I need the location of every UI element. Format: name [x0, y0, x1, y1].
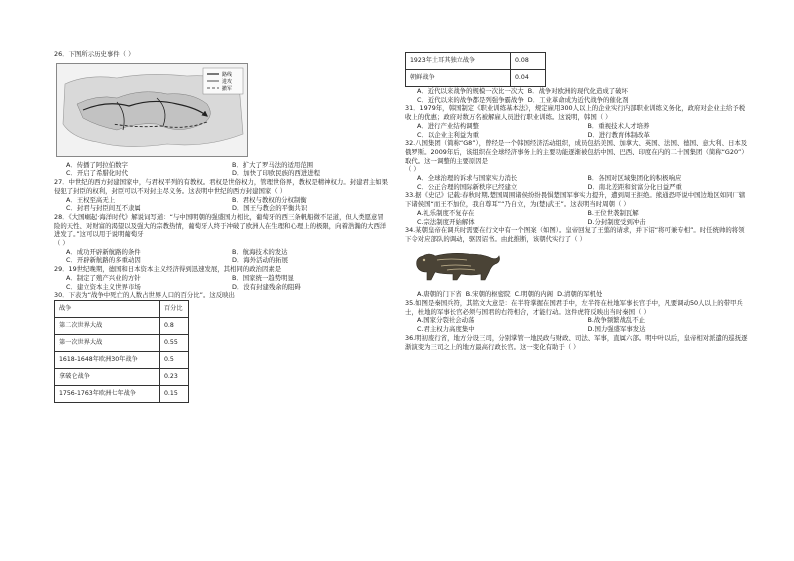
- q27-option-b[interactable]: B．君权与教权的分权制衡: [232, 195, 307, 204]
- q35-option-d[interactable]: D.国力强盛军事发达: [587, 325, 646, 334]
- table-header-row: [55, 300, 189, 317]
- q26-stem: 26．下图所示历史事件（ ）: [54, 50, 135, 58]
- q32-option-c[interactable]: C．公正合理的国际新秩序已经建立: [417, 182, 518, 191]
- table-cell-percent: 0.15: [160, 385, 189, 402]
- table-cell-war: 1923年土耳其独立战争: [406, 53, 511, 70]
- q33-option-a[interactable]: A.礼乐制度不复存在: [417, 208, 475, 217]
- q34-option-a[interactable]: A.唐朝的门下省: [417, 290, 462, 299]
- q34-options: [417, 290, 750, 299]
- q28-blank: （ ）: [54, 239, 69, 248]
- q29-option-d[interactable]: D．没有封建残余的阻碍: [232, 282, 301, 291]
- q28-option-c[interactable]: C．开辟新航路的多重动因: [66, 256, 141, 265]
- table-cell-percent: 0.8: [160, 317, 189, 334]
- table-header-percent: 百分比: [160, 300, 189, 317]
- q29-stem: 29．19世纪晚期，德国和日本资本主义经济得到迅速发展，其相同的政治因素是: [54, 265, 282, 274]
- war-casualty-table-continued: [405, 52, 546, 87]
- table-row: [55, 351, 189, 368]
- q34-option-c[interactable]: C.明朝的内阁: [514, 290, 554, 299]
- q26-options: [66, 161, 390, 178]
- tiger-tally-image: [411, 246, 503, 284]
- war-casualty-table: [54, 300, 189, 403]
- q28-stem: 28．《大国崛起·海洋时代》解说词写道：“与中国明朝的强盛国力相比，葡萄牙的西三条帆船微不足道，但人类愿意冒险的天性、对财富的渴望以及强大的宗教热情，葡萄牙人终于冲破了欧洲人在生理和心理上的极限，向着浩瀚的大西洋进发了。”这可以用于说明葡萄牙: [54, 212, 387, 239]
- q31-options: [417, 122, 750, 139]
- q30-option-ab: [417, 87, 750, 96]
- q30-option-b[interactable]: B．战争对欧洲的现代化造成了破坏: [527, 87, 628, 95]
- legend-label-1: 进攻: [222, 78, 233, 85]
- q35-option-b[interactable]: B.战争频繁战乱不止: [587, 316, 646, 325]
- q26-option-c[interactable]: C．开启了希腊化时代: [66, 169, 128, 178]
- q32-stem: 32.八国集团（简称“G8”），曾经是一个韩国经济活动组织，成员包括美国、加拿大、英国、法国、德国、意大利、日本及俄罗斯。2009年后，该组织在全球经济事务上的主要功能逐渐被包括中国、巴西、印度在内的二十国集团（简称“G20”）取代。这一调整的主要原因是: [405, 139, 748, 165]
- q30-option-d[interactable]: D．工业革命成为近代战争的催化剂: [527, 95, 629, 104]
- q29-option-a[interactable]: A．制定了殖产兴业的方针: [66, 273, 141, 282]
- table-row: [55, 317, 189, 334]
- table-cell-war: 1618-1648年欧洲30年战争: [55, 351, 160, 368]
- q28-option-a[interactable]: A．成功开辟新航路的条件: [66, 247, 141, 256]
- q32-blank: （ ）: [405, 165, 420, 174]
- q31-option-d[interactable]: D．进行教育体制改革: [587, 130, 650, 139]
- q34-stem: 34.某朝皇帝在调兵时需要在行文中有一个图案（如图）。皇帝回复了王翦的请求，并下诏“将可兼专相”。时任统帅的将领下令对应部队的调动，驱因诏书。由此推断，该朝代实行了（ ）: [405, 226, 745, 243]
- table-cell-war: 1756-1763年欧洲七年战争: [55, 385, 160, 402]
- q27-stem: 27．中世纪的西方封建国家中，与君权平列的有教权。君权是世俗权力，管理世俗界，教权是精神权力。封建君主如果侵犯了封臣的权利，封臣可以不对封主尽义务。这表明中世纪的西方封建国家（ ）: [54, 178, 389, 195]
- legend-label-0: 路线: [222, 71, 233, 78]
- q28-options: [66, 248, 390, 265]
- q32-option-a[interactable]: A．全球治理的诉求与国家实力消长: [417, 174, 518, 183]
- q33-option-c[interactable]: C.宗法制度开始解体: [417, 217, 475, 226]
- table-row: [406, 53, 546, 70]
- q29-options: [66, 274, 390, 291]
- table-row: [406, 70, 546, 87]
- q26-option-b[interactable]: B．扩大了罗马法的适用范围: [232, 160, 314, 169]
- q31-option-b[interactable]: B．重视技术人才培养: [587, 121, 650, 130]
- q34-option-d[interactable]: D.清朝的军机处: [557, 290, 603, 299]
- table-cell-percent: 0.04: [511, 70, 546, 87]
- table-header-war: 战争: [55, 300, 160, 317]
- q30-option-a[interactable]: A．近代以来战争的规模一次比一次大: [417, 87, 524, 95]
- q35-stem: 35.如图是秦国兵符，其铭文大意是：在半符掌握在国君手中，左半符在杜地军事长官手中，凡要调动50人以上的带甲兵士，杜地的军事长官必须与国君的右符相合，才能行动。这件虎符反映出当时秦国（ ）: [405, 299, 743, 316]
- q32-option-b[interactable]: B．各国对区域集团化的积极响应: [587, 174, 682, 183]
- q29-option-b[interactable]: B．国家统一趋势明显: [232, 273, 294, 282]
- map-figure: [57, 64, 247, 156]
- q33-stem: 33.据《史记》记载:春秋时期,楚国周围诸侯纷纷畏惧楚国军事实力提升，遭到周王拒绝。熊通恐吓说中国边地区如同厂辖下诸侯国“而王不加位，我自尊耳”“乃自立，为(楚)武王”。这表明当时周朝（ ）: [405, 191, 746, 209]
- q31-stem: 31．1979年，韩国制定《职业训练基本法》，规定雇用300人以上的企业实行内部职业训练义务化，政府对企业主给予税收上的优惠；政府对数万名被解雇人员进行职业训练。这说明，韩国（ ）: [405, 104, 746, 122]
- table-cell-war: 拿破仑战争: [55, 368, 160, 385]
- q26-option-d[interactable]: D．加快了印欧民族的西进进程: [232, 169, 320, 178]
- table-cell-war: 朝鲜战争: [406, 70, 511, 87]
- q27-option-d[interactable]: D．国王与教会的平衡共识: [232, 204, 308, 213]
- q29-option-c[interactable]: C．建立资本主义世界市场: [66, 282, 141, 291]
- q33-options: [417, 209, 750, 226]
- table-row: [55, 385, 189, 402]
- q33-option-b[interactable]: B.王位世袭制瓦解: [587, 208, 639, 217]
- table-cell-percent: 0.08: [511, 53, 546, 70]
- q27-options: [66, 196, 390, 213]
- q32-option-d[interactable]: D．南北差距和贫富分化日益严重: [587, 182, 682, 191]
- q27-option-a[interactable]: A．王权至高无上: [66, 195, 116, 204]
- table-cell-war: 第二次世界大战: [55, 317, 160, 334]
- q35-option-c[interactable]: C.君主权力高度集中: [417, 325, 475, 334]
- q28-option-b[interactable]: B．航海技术的发达: [232, 247, 288, 256]
- q33-option-d[interactable]: D.分封制度受到冲击: [587, 217, 646, 226]
- table-cell-percent: 0.5: [160, 351, 189, 368]
- table-cell-percent: 0.55: [160, 334, 189, 351]
- q28-option-d[interactable]: D．海外活动的拓展: [232, 256, 289, 265]
- table-row: [55, 334, 189, 351]
- q36-stem: 36.明初废行省，地方分设三司，分别掌管一地民政与财政、司法、军事，直属六部。明中叶以后，皇帝相对派遣的巡抚逐渐演变为三司之上的地方最高行政长官。这一变化有助于（ ）: [405, 333, 748, 351]
- q32-options: [417, 174, 750, 191]
- historical-map: [56, 63, 248, 157]
- q35-option-a[interactable]: A.国家分裂社会动荡: [417, 316, 475, 325]
- q30-stem: 30．下表为“战争中死亡的人数占世界人口的百分比”。这反映出: [54, 291, 235, 300]
- table-row: [55, 368, 189, 385]
- q30-option-c[interactable]: C．近代以来的战争都是列强争霸战争: [417, 95, 524, 104]
- legend-label-2: 撤军: [222, 85, 233, 92]
- q30-options: [417, 87, 750, 104]
- q35-options: [417, 316, 750, 333]
- q34-option-b[interactable]: B.宋朝的枢密院: [465, 290, 511, 299]
- left-column: [54, 50, 390, 403]
- right-column: [405, 52, 750, 351]
- q31-option-c[interactable]: C．以企业主利益为重: [417, 130, 479, 139]
- q34-option-row: [417, 290, 750, 299]
- q31-option-a[interactable]: A．进行产业结构调整: [417, 121, 479, 130]
- table-cell-percent: 0.23: [160, 368, 189, 385]
- table-cell-war: 第一次世界大战: [55, 334, 160, 351]
- q27-option-c[interactable]: C．封君与封臣间互不隶属: [66, 204, 141, 213]
- q26-option-a[interactable]: A．传播了阿拉伯数字: [66, 160, 128, 169]
